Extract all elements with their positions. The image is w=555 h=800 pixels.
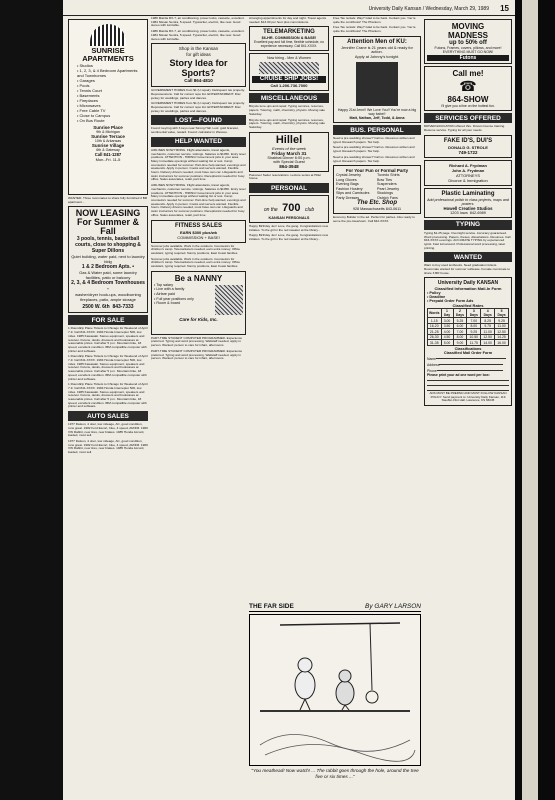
bus-personal-text: Need a pre-wedding shower? Call us. Resumes written and typed. Research papers. Tax help. — [333, 136, 415, 144]
moving-l1: MOVING — [451, 22, 485, 31]
table-cell: 9.00 — [453, 340, 467, 346]
section-header-help-wanted: HELP WANTED — [151, 137, 246, 147]
telemarketing-ad — [249, 26, 329, 51]
moving-discount: up to 50% off — [449, 40, 487, 46]
feature-item: • Free Cable TV — [77, 108, 106, 113]
prepaid-heading: • Prepaid Order Form Ads — [427, 299, 474, 304]
plastic-sub: Add professional polish to class projects, maps and posters. — [427, 197, 509, 206]
section-header-personal: PERSONAL — [249, 183, 329, 193]
plastic-title: Plastic Laminating — [441, 190, 495, 197]
name-field[interactable] — [436, 355, 506, 359]
listing-text: PART-TIME STUDENT COMPUTER PROGRAMMER. Experience preferred. Typing and word processing. Waitstaff needed, apply in person. Wanted: person to care for infant, afternoons. — [151, 348, 243, 361]
personal-text: Free Tax rentals: Way? Glad to be back. Contact you. You're quite the contributor! The Phantom. — [333, 25, 416, 34]
table-cell: 8.25 — [481, 318, 495, 324]
sunrise-logo-icon — [90, 24, 126, 46]
policy-heading: • Policy — [427, 291, 441, 296]
fitness-commission: COMMISSION + BASE! — [177, 234, 220, 240]
cartoon-illustration — [250, 615, 420, 765]
sunrise-hours: Mon.-Fri. 11-5 — [95, 157, 121, 162]
club-sub: KANSAN PERSONALS — [268, 216, 310, 221]
telemarketing-title: TELEMARKETING — [263, 29, 315, 36]
bus-personal-text: Need a pre-wedding shower? Call us. Resumes written and typed. Research papers. Tax help. — [333, 145, 415, 154]
table-cell: 4.00 — [441, 329, 453, 335]
auto-sales-listings: 1977 Datsun, 4 door, low mileage, AC, good condition, runs great. 1982 Ford Escort, blue, 4 speed, AM/FM. 1980 VW Rabbit, new tires, new brakes. 1985 Honda Accord, loaded, must sell. — [68, 438, 148, 455]
nanny-title: Be a NANNY — [174, 273, 223, 283]
attention-line2: Apply at Johnny's tonight. — [354, 54, 400, 59]
section-header-for-sale: FOR SALE — [68, 315, 148, 325]
etc-item: Ostrich Fans — [377, 195, 398, 200]
table-cell: 7.00 — [467, 318, 481, 324]
700-club-ad — [249, 195, 329, 223]
section-header-miscellaneous: MISCELLANEOUS — [249, 93, 329, 103]
typing-text: Typing $1.25 page. Overnight service. Accuracy guaranteed. Word processing. Papers, theses, dissertations. Resumes. Call 843-XXXX evenings. ACCURATE TYPING by experienced typist. Fast turnaround. Professional word processing, laser printing. — [424, 230, 511, 250]
hillel-sub: Events of the week — [272, 145, 306, 151]
nanny-item: • Live with a family — [154, 287, 185, 292]
help-wanted-text: Summer jobs available. Work in the outdoors. Counselors for children's camp. Telemarketers needed, earn extra money. Office assistant, typing required. Nanny positions, East Coast families. — [151, 256, 240, 269]
misc-text: Bicycle tune-ups and repair. Typing services, resumes, papers. Tutoring, math, chemistry, physics. Moving sale Saturday. — [249, 104, 325, 116]
name-label: Name — [427, 356, 437, 361]
etc-item: Bow Ties — [377, 177, 392, 182]
table-cell: 3.00 — [441, 318, 453, 324]
attorney-ad — [424, 160, 512, 186]
leasing-apts-note: Gas & Water paid, some laundry facilities, patio or balcony — [79, 270, 137, 281]
far-side-cartoon — [249, 603, 421, 796]
misc-text: Bicycle tune-ups and repair. Typing services, resumes, papers. Tutoring, math, chemistry, physics. Moving sale Saturday. — [249, 117, 325, 129]
table-cell: 31-35 — [428, 340, 442, 346]
scanner-edge — [515, 0, 555, 800]
attorney-name: Richard A. Frydman — [449, 162, 487, 168]
table-cell: 9.75 — [481, 323, 495, 329]
table-header-row — [428, 309, 509, 318]
leasing-town-note: washer/dryer hook-ups, woodburning fireplaces, patio, ample storage — [75, 292, 141, 303]
story-phone: Call 864-4810 — [184, 78, 213, 84]
leasing-address: 2500 W. 6th — [82, 304, 110, 311]
table-header: 3 Days — [467, 309, 481, 318]
ship-image — [259, 62, 319, 74]
table-cell: 14.00 — [481, 340, 495, 346]
hillel-event: Shabbat Dinner 6:00 p.m. — [267, 155, 311, 160]
listing-text: 1986 Mazda RX-7, air conditioning, power locks, cassette, excellent. 1984 Nissan Sentra, 5-speed. Typewriter, electric, like new. Good stereo with turntable. — [151, 17, 245, 28]
bus-personal-text: Economy Builder in the ad. Perfect for parties. Also ready to serve the pre-lowertown. Call 842-XXXX. — [333, 215, 415, 223]
page-header — [63, 3, 515, 15]
hillel-phone: 864-3948 — [279, 163, 299, 169]
leasing-phone: 843-7333 — [112, 304, 134, 311]
classifications-title: Classifications — [454, 346, 482, 351]
lost-found-text: Found: keyring with 3 keys near Strong Hall. Lost: gold bracelet, sentimental value, reward. Found: calculator in Wescoe. — [151, 126, 239, 135]
story-line1: Shop in the Kansan — [178, 46, 219, 52]
fake-phone: 749-1722 — [458, 149, 478, 155]
fake-attorney: DONALD G. STROLE — [448, 144, 488, 150]
etc-title: The Etc. Shop — [356, 200, 397, 207]
binding-strip — [522, 0, 538, 800]
etc-item: Evening Bags — [336, 182, 359, 187]
fitness-title: FITNESS SALES — [174, 222, 222, 229]
feature-item: • On Bus Route — [77, 118, 105, 123]
feature-item: • Microwaves — [77, 103, 101, 108]
address-label: Address — [427, 362, 440, 367]
fitness-pay: EARN $300 plus/wk — [179, 229, 218, 235]
attention-men-ad — [333, 36, 421, 123]
cartoon-title: THE FAR SIDE — [249, 603, 294, 610]
cruise-headline: CRUISE SHIP JOBS! — [252, 76, 326, 83]
hillel-ad — [249, 132, 329, 172]
etc-item: Slips and Camisoles — [336, 191, 370, 196]
section-header-bus-personal: BUS. PERSONAL — [333, 125, 421, 135]
feature-item: • 1, 2, 3, & 4 Bedroom Apartments and Townhomes — [77, 68, 138, 78]
etc-item: Crystal Jewelry — [336, 173, 361, 178]
leasing-pools: 3 pools, tennis, basketball courts, close to shopping & Super Dillons — [75, 236, 141, 255]
help-wanted-text: AIRLINES NOW HIRING. Flight attendants, travel agents, mechanics, customer service. Listings. Salaries to $105K. Entry level positions. ATTENTION - HIRING! Government jobs in your area. Many immediate openings without waiting list or test. Camp counselors needed for summer. Part-time help wanted, evenings and weekends. Apply in person. Cooks and servers wanted. Flexible hours. Delivery drivers needed, must have own car. Lifeguards and swim instructors for summer positions. Receptionist needed for busy office. Sales associates, retail, part time. — [151, 183, 246, 217]
place-name: Sunrise Village — [91, 143, 125, 148]
feature-item: • Tennis Court — [77, 88, 102, 93]
nanny-item: • Room & board — [154, 301, 181, 306]
classified-subtitle: Classified Information Mail-In Form — [434, 286, 502, 292]
callme-number: 864-SHOW — [447, 95, 489, 105]
table-cell: 7.00 — [453, 329, 467, 335]
story-headline: Story Idea for Sports? — [169, 58, 228, 79]
plastic-address: 1203 Iowa — [450, 210, 468, 215]
column-3 — [249, 17, 329, 602]
nanny-item: • Top salary — [154, 282, 174, 287]
feature-item: • Pools — [77, 83, 90, 88]
help-wanted-text: AIRLINES NOW HIRING. Flight attendants, travel agents, mechanics, customer service. Listings. Salaries to $105K. Entry level positions. ATTENTION - HIRING! Government jobs in your area. Many immediate openings without waiting list or test. Camp counselors needed for summer. Part-time help wanted, evenings and weekends. Apply in person. Cooks and servers wanted. Flexible hours. Delivery drivers needed, must have own car. Lifeguards and swim instructors for summer positions. Receptionist needed for busy office. Sales associates, retail, part time. — [151, 147, 246, 182]
hillel-date: Friday March 31 — [271, 150, 307, 156]
table-header: 4 Days — [481, 309, 495, 318]
listing-text: Arranging appointments for day and night. Travel agents needed. $13.00 per hour plus commissions. — [249, 17, 327, 24]
order-form-title: Classified Mail Order Form — [443, 350, 493, 355]
phone-field[interactable] — [437, 367, 503, 371]
nanny-item: • Airfare paid — [154, 291, 175, 296]
deadline-heading: • Deadline — [427, 295, 446, 300]
cartoon-caption: "You meathead! Now watch! ... The rabbit goes through the hole, around the tree five or six times ..." — [251, 768, 419, 779]
personal-text: Happy Birthday Jen! Love, the gang. Congratulations new initiates. To the girl in the red sweater at the library... — [249, 224, 329, 232]
table-cell: 8.00 — [467, 323, 481, 329]
table-cell: 26-30 — [428, 334, 442, 340]
roommate-wanted-text: WANTED: Three roommates to share fully furnished 2 BR apartment... — [68, 196, 148, 204]
feature-item: • Garages — [77, 78, 95, 83]
table-cell: 16.00 — [495, 340, 509, 346]
etc-shop-ad — [333, 165, 421, 214]
etc-address: 928 Massachusetts 843-0611 — [352, 207, 402, 212]
leasing-quiet: Quiet building, water paid, next to laundry bldg — [71, 254, 145, 265]
moving-l2: MADNESS — [447, 31, 488, 40]
hillel-title: Hillel — [275, 133, 303, 146]
section-header-typing: TYPING — [424, 220, 512, 230]
table-header: 5 Days — [495, 309, 509, 318]
table-cell: 6.00 — [453, 323, 467, 329]
etc-item: Pearl Jewelry — [377, 186, 400, 191]
table-cell: 8.00 — [453, 334, 467, 340]
cruise-phone: Call 1-206-736-7000 — [270, 83, 308, 89]
section-header-services: SERVICES OFFERED — [424, 113, 512, 123]
attorney-label: ATTORNEYS — [455, 172, 481, 178]
for-sale-listings: 1 Roundtrip Plane Tickets to Chicago for Weekend of April 7-9. Call 841-XXXX. 1984 Honda Interceptor 500, low miles. 1985 Kawasaki. Stereo equipment, speakers and receiver. Futons, desks, dressers and bookcases at reasonable prices. Call after 5 p.m. Mountain bike, 18 speed, excellent condition. IBM compatible computer with printer and software. — [68, 326, 148, 353]
header-rule — [63, 15, 515, 16]
leasing-title: NOW LEASING For Summer & Fall — [75, 208, 141, 237]
for-sale-listings: 1 Roundtrip Plane Tickets to Chicago for Weekend of April 7-9. Call 841-XXXX. 1984 Honda Interceptor 500, low miles. 1985 Kawasaki. Stereo equipment, speakers and receiver. Futons, desks, dressers and bookcases at reasonable prices. Call after 5 p.m. Mountain bike, 18 speed, excellent condition. IBM compatible computer with printer and software. — [68, 382, 148, 409]
rates-table — [427, 308, 509, 346]
table-cell: 12.50 — [481, 334, 495, 340]
table-header: 1 Day — [441, 309, 453, 318]
table-cell: 11.75 — [467, 340, 481, 346]
nanny-company: Care for Kids, Inc. — [179, 316, 218, 322]
table-cell: 10.50 — [467, 334, 481, 340]
place-name: Sunrise Terrace — [91, 134, 125, 139]
table-cell: 12.50 — [495, 329, 509, 335]
column-2 — [151, 17, 246, 363]
nanny-photo — [215, 285, 243, 315]
section-header-auto-sales: AUTO SALES — [68, 411, 148, 421]
table-header: 2 Days — [453, 309, 467, 318]
classified-form — [424, 277, 512, 405]
etc-item: Fashion Hosiery — [336, 186, 363, 191]
place-address: 6th & Gateway — [96, 148, 120, 152]
cruise-line1: Now hiring - Men & Women — [267, 56, 311, 61]
table-cell: 9.25 — [495, 318, 509, 324]
phone-label: Phone — [427, 368, 437, 373]
help-wanted-text: Summer jobs available. Work in the outdoors. Counselors for children's camp. Telemarketers needed, earn extra money. Office assistant, typing required. Nanny positions, East Coast families. — [151, 243, 240, 255]
place-name: Sunrise Place — [93, 125, 123, 130]
for-sale-listings: 1 Roundtrip Plane Tickets to Chicago for Weekend of April 7-9. Call 841-XXXX. 1984 Honda Interceptor 500, low miles. 1985 Kawasaki. Stereo equipment, speakers and receiver. Futons, desks, dressers and bookcases at reasonable prices. Call after 5 p.m. Mountain bike, 18 speed, excellent condition. IBM compatible computer with printer and software. — [68, 354, 148, 381]
classified-title: University Daily KANSAN — [437, 280, 499, 287]
wanted-text: Want to buy used textbooks. Need graduation tickets. Roommate wanted for summer sublease. Female roommate to share 3 BR house. — [424, 263, 510, 275]
leasing-apts: 1 & 2 Bedroom Apts. • — [81, 264, 135, 271]
portrait-photo — [356, 62, 398, 106]
sunrise-title: SUNRISE APARTMENTS — [82, 46, 134, 63]
plastic-brand: Howell Creative Studios — [443, 205, 493, 211]
nanny-item: • Full year positions only — [154, 296, 194, 301]
newspaper-page — [63, 0, 515, 800]
table-row — [428, 340, 509, 346]
call-me-ad — [424, 66, 512, 111]
entertainment-text: GOVERNMENT HOMES from $1 (U repair). Delinquent tax property. Repossessions. Call for current repo list. ENTERTAINMENT: Disc jockey for weddings, parties and dances. — [151, 101, 245, 113]
personal-text: Happy Birthday Jen! Love, the gang. Congratulations new initiates. To the girl in the red sweater at the library... — [249, 233, 329, 242]
attention-signature: Matt, Nathan, Jeff, Todd, & Anna — [349, 116, 405, 120]
attention-line1: Jennifer Crane is 21 years old & ready for action. — [341, 44, 413, 55]
etc-sub: For Your Fun or Formal Party — [345, 168, 409, 174]
table-cell: 5.00 — [441, 340, 453, 346]
sunrise-apartments-ad — [68, 19, 148, 195]
listing-text: 1986 Mazda RX-7, air conditioning, power locks, cassette, excellent. 1984 Nissan Sentra, 5-speed. Typewriter, electric, like new. Good stereo with turntable. — [151, 29, 245, 41]
attorney-practice: Divorce & Immigration — [448, 177, 488, 183]
listing-text: PART-TIME STUDENT COMPUTER PROGRAMMER. Experience preferred. Typing and word processing. Waitstaff needed, apply in person. Wanted: person to care for infant, afternoons. — [151, 335, 243, 348]
attention-caption: Happy 21st Jenn!! We Love You!! You're now a big way babe!! — [337, 107, 417, 116]
club-on-the: on the — [263, 207, 278, 214]
moving-body: Futons, Frames, covers, pillows, and more! EVERYTHING MUST GO NOW! — [434, 46, 502, 55]
phone-icon: ☎ — [459, 78, 477, 95]
ad-text-line[interactable] — [427, 382, 509, 386]
callme-sub: I'll give you a line on the hottest fun. — [441, 104, 495, 109]
misc-text: Passover Seder reservations. Lecture series at Hillel house. — [249, 172, 321, 181]
story-line2: for gift ideas — [186, 52, 211, 58]
form-footer: ADS MUST BE PREPAID AND MUST FOLLOW KANSAN POLICY. Send payment to: University Daily Kansan, 119 Stauffer-Flint Hall, Lawrence, KS 66045 — [429, 390, 507, 403]
etc-item: Tuxedo Shirts — [377, 173, 400, 178]
auto-sales-listings: 1977 Datsun, 4 door, low mileage, AC, good condition, runs great. 1982 Ford Escort, blue, 4 speed, AM/FM. 1980 VW Rabbit, new tires, new brakes. 1985 Honda Accord, loaded, must sell. — [68, 422, 148, 438]
etc-item: Suspenders — [377, 182, 397, 187]
leasing-townhouses: 2, 3, & 4 Bedroom Townhouses - — [71, 280, 145, 293]
print-instruction: Please print your ad one word per box: — [427, 372, 490, 377]
table-cell: 4.50 — [441, 334, 453, 340]
etc-item: Party Dresses — [336, 195, 360, 200]
personal-text: Free Tax rentals: Way? Glad to be back. Contact you. You're quite the contributor! The Phantom. — [333, 17, 416, 24]
column-4 — [333, 17, 421, 607]
fitness-sales-ad — [151, 220, 246, 243]
table-cell: 21-25 — [428, 329, 442, 335]
feature-item: • Fireplaces — [77, 98, 98, 103]
section-header-wanted: WANTED — [424, 252, 512, 262]
section-header-lost-found: LOST—FOUND — [151, 115, 246, 125]
address-field[interactable] — [439, 361, 503, 365]
telemarketing-sub: $6-HR. COMMISSION & BASE! — [261, 36, 317, 41]
fake-title: FAKE ID'S, DUI'S — [443, 137, 493, 144]
now-leasing-ad — [68, 206, 148, 313]
table-cell: 1-15 — [428, 318, 442, 324]
moving-madness-ad — [424, 19, 512, 64]
plastic-phone: 842-6989 — [469, 210, 486, 215]
table-cell: 11.00 — [481, 329, 495, 335]
column-1 — [68, 17, 148, 457]
page-number: 15 — [500, 4, 509, 13]
place-address: 10th & Arkansas — [94, 139, 122, 143]
feature-item: • Basements — [77, 93, 100, 98]
callme-title: Call me! — [452, 69, 484, 79]
column-5 — [424, 17, 512, 408]
table-cell: 5.25 — [453, 318, 467, 324]
table-cell: 14.25 — [495, 334, 509, 340]
telemarketing-body: Excellent pay and full time, flexible schedule, no experience necessary. Call 841-XXXX. — [253, 40, 324, 49]
club-number: 700 — [282, 202, 301, 215]
plastic-laminating-ad — [424, 188, 512, 218]
moving-brand: Futons — [427, 55, 509, 61]
table-cell: 11.00 — [495, 323, 509, 329]
etc-item: Stockings — [377, 191, 393, 196]
entertainment-text: GOVERNMENT HOMES from $1 (U repair). Delinquent tax property. Repossessions. Call for current repo list. ENTERTAINMENT: Disc jockey for weddings, parties and dances. — [151, 88, 245, 100]
nanny-ad — [151, 271, 246, 335]
attention-title: Attention Men of KU: — [347, 38, 407, 45]
sunrise-phone: Call 841-1287 — [94, 152, 122, 157]
fake-id-ad — [424, 135, 512, 158]
story-idea-ad — [151, 43, 246, 87]
cartoon-drawing — [249, 614, 421, 766]
table-cell: 16-20 — [428, 323, 442, 329]
place-address: 9th & Michigan — [96, 130, 120, 134]
feature-item: • Studios — [77, 63, 93, 68]
club-label: club — [304, 207, 315, 214]
rates-title: Classified Rates — [452, 303, 484, 309]
attorney-name: John A. Frydman — [451, 167, 485, 173]
table-cell: 3.50 — [441, 323, 453, 329]
etc-item: Long Gloves — [336, 177, 357, 182]
hillel-guest: with Special Guest — [273, 159, 305, 164]
bus-personal-text: Need a pre-wedding shower? Call us. Resumes written and typed. Research papers. Tax help. — [333, 154, 415, 163]
header-title: University Daily Kansan / Wednesday, March 29, 1989 — [368, 6, 489, 12]
services-text: DRIVER EDUCATION offered thru. Drivers license training. Resume service. Typing for all your needs. — [424, 124, 506, 133]
cartoon-byline: By GARY LARSON — [365, 603, 421, 610]
feature-item: • Close to Campus — [77, 113, 111, 118]
table-header: Words — [428, 309, 442, 318]
ad-text-line[interactable] — [427, 377, 509, 381]
table-cell: 9.25 — [467, 329, 481, 335]
cruise-ship-ad — [249, 53, 329, 91]
